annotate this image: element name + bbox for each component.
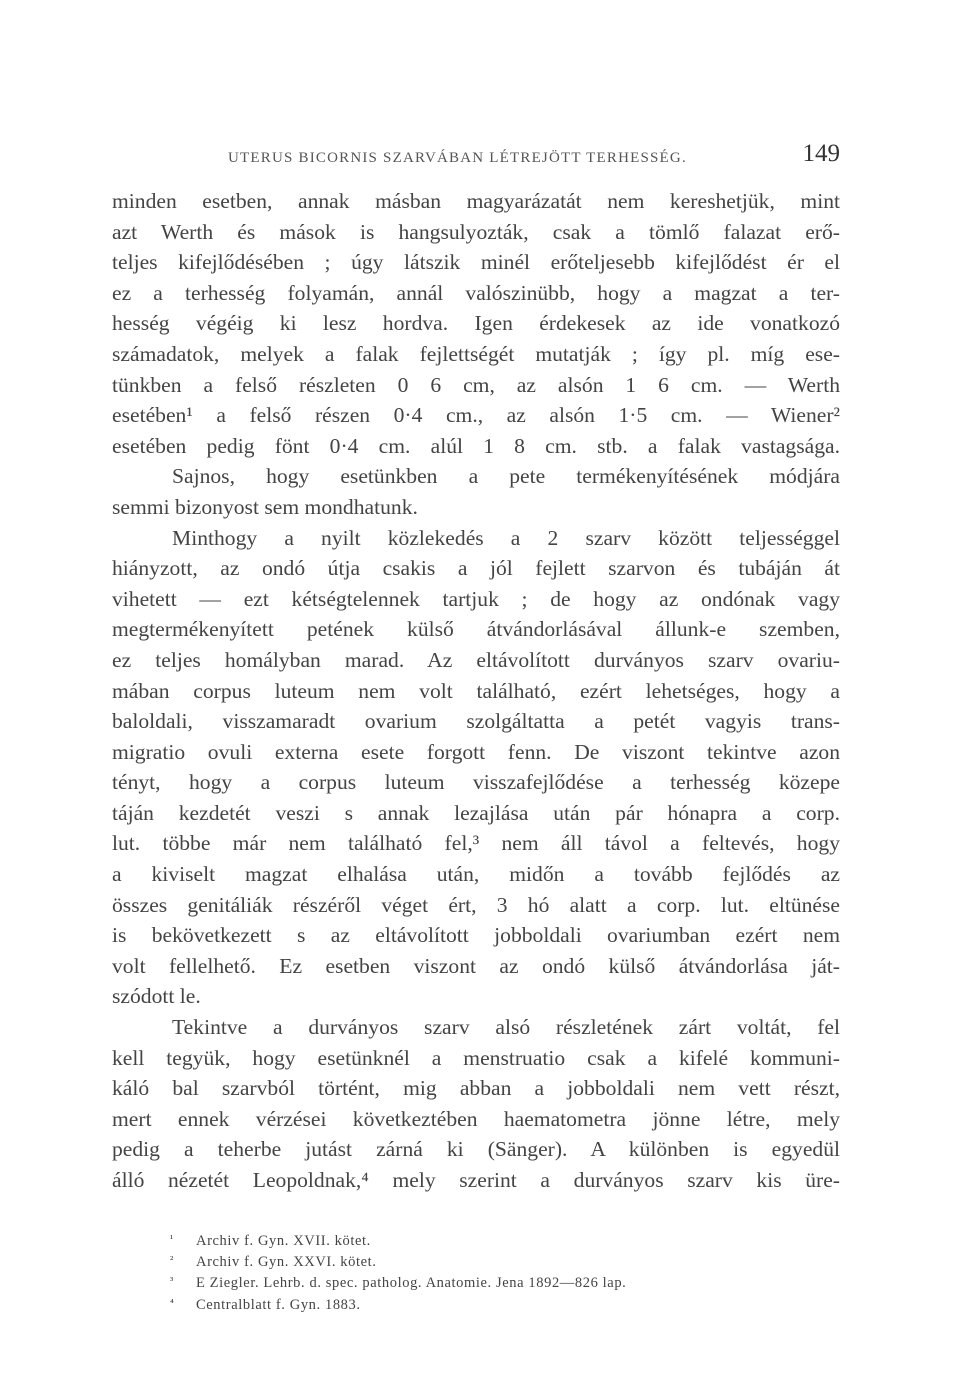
page-number: 149 <box>802 140 840 167</box>
text-line: pedig a teherbe jutást zárná ki (Sänger). A különben is egyedül <box>112 1137 840 1162</box>
text-line: káló bal szarvból történt, mig abban a jobboldali nem vett részt, <box>112 1076 840 1101</box>
text-line: a kiviselt magzat elhalása után, midőn a tovább fejlődés az <box>112 862 840 887</box>
text-line: Minthogy a nyilt közlekedés a 2 szarv között teljességgel <box>172 525 840 550</box>
footnote-text: E Ziegler. Lehrb. d. spec. patholog. Anatomie. Jena 1892—826 lap. <box>196 1275 627 1292</box>
footnote-mark: ² <box>170 1254 174 1267</box>
text-line: táján kezdetét veszi s annak lezajlása után pár hónapra a corp. <box>112 800 840 825</box>
text-line: ez teljes homályban marad. Az eltávolított durványos szarv ovariu- <box>112 647 840 672</box>
running-title: UTERUS BICORNIS SZARVÁBAN LÉTREJÖTT TERHESSÉG. <box>228 150 687 166</box>
text-line: megtermékenyített petének külső átvándorlásával állunk-e szemben, <box>112 617 840 642</box>
text-line: lut. többe már nem található fel,³ nem áll távol a feltevés, hogy <box>112 831 840 856</box>
text-line: tényt, hogy a corpus luteum visszafejlődése a terhesség közepe <box>112 770 840 795</box>
text-line: esetében¹ a felső részen 0·4 cm., az alsón 1·5 cm. — Wiener² <box>112 403 840 428</box>
text-line: mert ennek vérzései következtében haematometra jönne létre, mely <box>112 1106 840 1131</box>
text-line: volt fellelhető. Ez esetben viszont az ondó külső átvándorlása ját- <box>112 953 840 978</box>
text-line: hiányzott, az ondó útja csakis a jól fejlett szarvon és tubáján át <box>112 556 840 581</box>
footnotes <box>170 1230 830 1315</box>
text-line: mában corpus luteum nem volt található, ezért lehetséges, hogy a <box>112 678 840 703</box>
text-line: esetében pedig fönt 0·4 cm. alúl 1 8 cm. stb. a falak vastagsága. <box>112 433 840 458</box>
text-line: álló nézetét Leopoldnak,⁴ mely szerint a durványos szarv kis üre- <box>112 1168 840 1192</box>
text-line: migratio ovuli externa esete forgott fenn. De viszont tekintve azon <box>112 739 840 764</box>
footnote-text: Centralblatt f. Gyn. 1883. <box>196 1296 361 1313</box>
text-line: ez a terhesség folyamán, annál valószinübb, hogy a magzat a ter- <box>112 280 840 305</box>
body-text <box>112 186 840 1196</box>
text-line: vihetett — ezt kétségtelennek tartjuk ; de hogy az ondónak vagy <box>112 586 840 611</box>
text-line: teljes kifejlődésében ; úgy látszik minél erőteljesebb kifejlődést ér el <box>112 250 840 275</box>
footnote <box>170 1272 830 1293</box>
text-line: azt Werth és mások is hangsulyozták, csak a tömlő falazat erő- <box>112 219 840 244</box>
text-line: semmi bizonyost sem mondhatunk. <box>112 494 418 519</box>
text-line: baloldali, visszamaradt ovarium szolgáltatta a petét vagyis trans- <box>112 709 840 734</box>
footnote-mark: ¹ <box>170 1233 174 1245</box>
footnote-mark: ⁴ <box>170 1296 175 1309</box>
text-line: összes genitáliák részéről véget ért, 3 hó alatt a corp. lut. eltünése <box>112 892 840 917</box>
footnote <box>170 1251 830 1272</box>
footnote-text: Archiv f. Gyn. XXVI. kötet. <box>196 1254 377 1271</box>
footnote-mark: ³ <box>170 1275 174 1288</box>
running-header <box>228 140 840 174</box>
text-line: is bekövetkezett s az eltávolított jobboldali ovariumban ezért nem <box>112 923 840 948</box>
text-line: Sajnos, hogy esetünkben a pete termékenyítésének módjára <box>172 464 840 489</box>
text-line: kell tegyük, hogy esetünknél a menstruatio csak a kifelé kommuni- <box>112 1045 840 1070</box>
text-line: minden esetben, annak másban magyarázatát nem kereshetjük, mint <box>112 189 840 213</box>
text-line: hesség végéig ki lesz hordva. Igen érdekesek az ide vonatkozó <box>112 311 840 336</box>
footnote <box>170 1294 830 1315</box>
text-line: Tekintve a durványos szarv alsó részletének zárt voltát, fel <box>172 1015 840 1040</box>
footnote-text: Archiv f. Gyn. XVII. kötet. <box>196 1233 371 1249</box>
footnote <box>170 1230 830 1251</box>
text-line: tünkben a felső részleten 0 6 cm, az alsón 1 6 cm. — Werth <box>112 372 840 397</box>
text-line: szódott le. <box>112 984 201 1009</box>
text-line: számadatok, melyek a falak fejlettségét mutatják ; így pl. míg ese- <box>112 341 840 366</box>
